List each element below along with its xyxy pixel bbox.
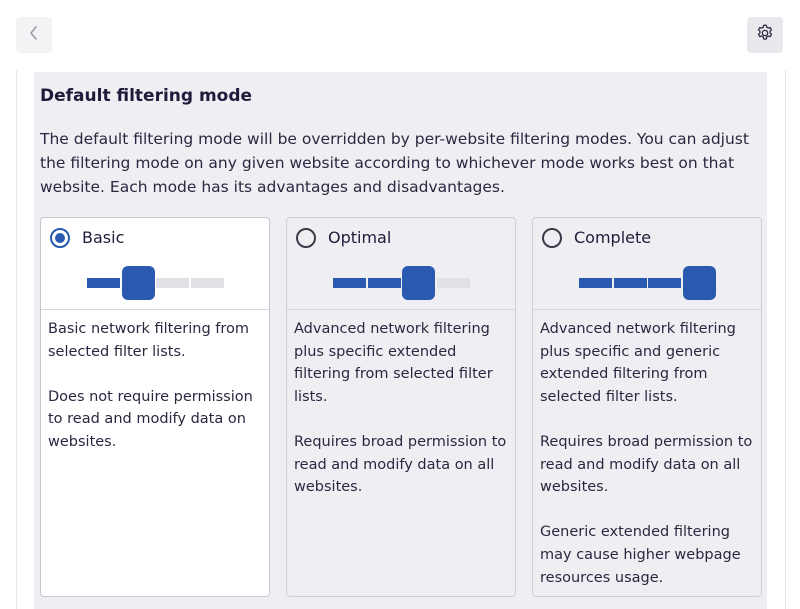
- mode-description-paragraph: Requires broad permission to read and modify data on all websites.: [294, 433, 507, 496]
- mode-description: [48, 318, 263, 454]
- mode-radio-optimal[interactable]: [296, 228, 316, 248]
- level-segment: [614, 278, 647, 288]
- mode-description: [294, 318, 509, 499]
- mode-card-header: [533, 218, 761, 310]
- level-knob: [683, 266, 716, 300]
- mode-label: Complete: [574, 228, 652, 247]
- mode-card-complete[interactable]: [532, 217, 762, 597]
- mode-label: Optimal: [328, 228, 392, 247]
- level-segment: [368, 278, 401, 288]
- mode-description-paragraph: Requires broad permission to read and modify data on all websites.: [540, 433, 753, 496]
- settings-button[interactable]: [747, 17, 783, 53]
- mode-description-paragraph: Basic network filtering from selected filter lists.: [48, 321, 249, 360]
- back-button[interactable]: [16, 17, 52, 53]
- mode-card-header: [41, 218, 269, 310]
- settings-pane: [16, 70, 786, 609]
- section-title: Default filtering mode: [40, 86, 253, 106]
- mode-description-paragraph: Advanced network filtering plus specific and generic extended filtering from selected filter lists.: [540, 321, 736, 405]
- level-segment: [156, 278, 189, 288]
- mode-card-basic[interactable]: [40, 217, 270, 597]
- mode-card-optimal[interactable]: [286, 217, 516, 597]
- level-segment: [437, 278, 470, 288]
- mode-description-paragraph: Advanced network filtering plus specific extended filtering from selected filter lists.: [294, 321, 493, 405]
- level-segment: [648, 278, 681, 288]
- top-bar: [0, 0, 800, 70]
- level-segment: [333, 278, 366, 288]
- mode-card-header: [287, 218, 515, 310]
- mode-level-indicator: [87, 266, 227, 300]
- mode-radio-basic[interactable]: [50, 228, 70, 248]
- mode-label: Basic: [82, 228, 125, 247]
- chevron-left-icon: [27, 24, 41, 46]
- mode-level-indicator: [579, 266, 719, 300]
- mode-radio-complete[interactable]: [542, 228, 562, 248]
- filtering-mode-options: [40, 217, 764, 599]
- mode-description-paragraph: Does not require permission to read and modify data on websites.: [48, 388, 253, 450]
- filtering-mode-section: [34, 72, 767, 609]
- level-segment: [87, 278, 120, 288]
- mode-level-indicator: [333, 266, 473, 300]
- mode-description-paragraph: Generic extended filtering may cause higher webpage resources usage.: [540, 524, 741, 586]
- level-segment: [579, 278, 612, 288]
- section-description: The default filtering mode will be overridden by per-website filtering modes. You can adjust the filtering mode on any given website according to whichever mode works best on that website. Each mode has its advantages and disadvantages.: [40, 130, 749, 197]
- level-knob: [402, 266, 435, 300]
- level-segment: [191, 278, 224, 288]
- gear-icon: [755, 23, 775, 47]
- level-knob: [122, 266, 155, 300]
- mode-description: [540, 318, 755, 589]
